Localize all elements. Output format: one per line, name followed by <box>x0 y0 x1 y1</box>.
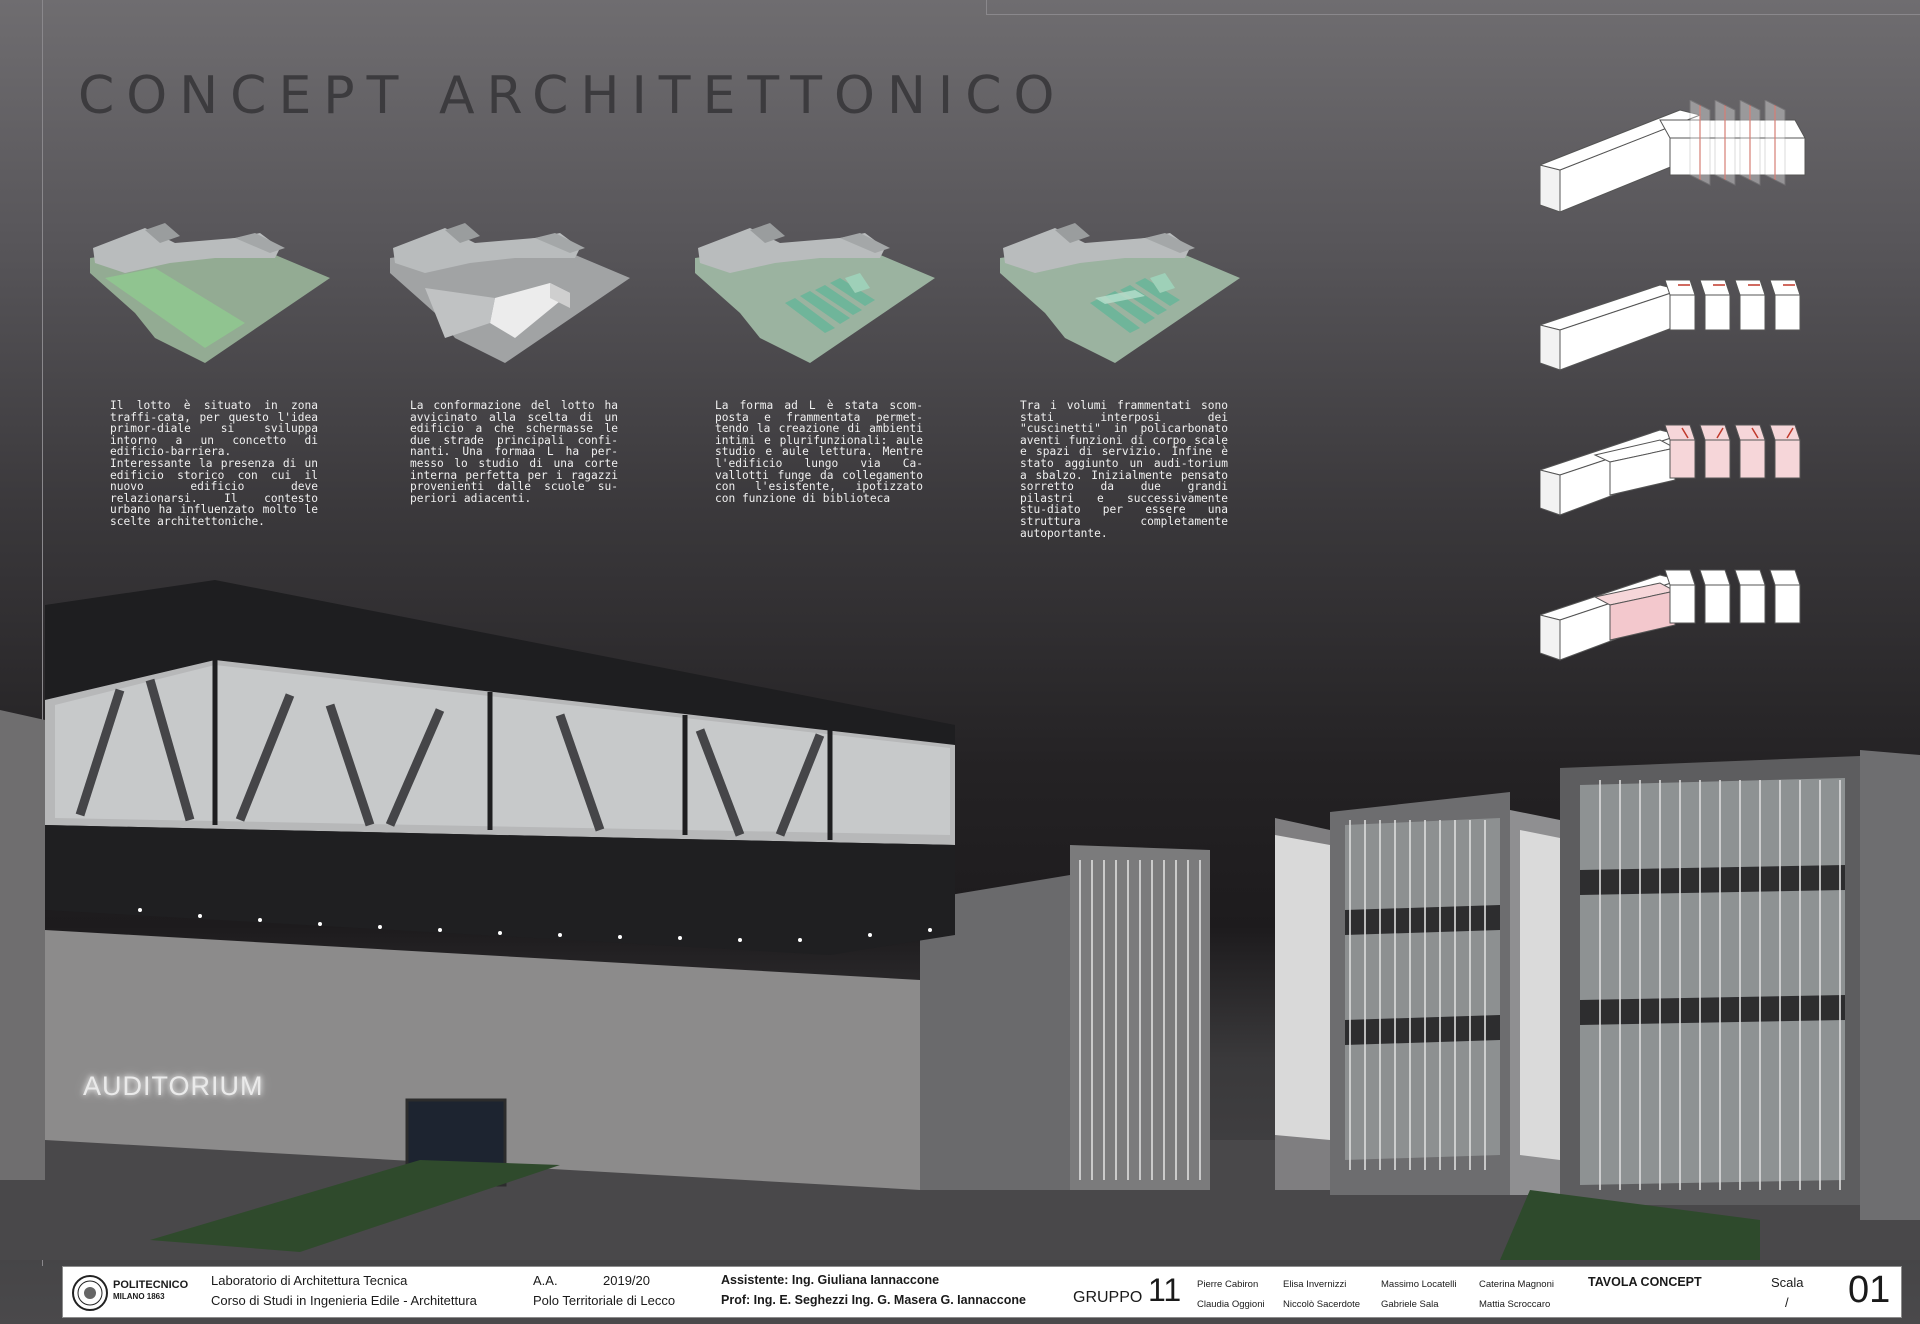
academic-year-label: A.A. <box>533 1273 558 1288</box>
student-name: Caterina Magnoni <box>1479 1279 1554 1290</box>
volume-diagram-1 <box>1540 100 1820 215</box>
site-axonometric-4 <box>995 218 1245 368</box>
group-label: GRUPPO <box>1073 1289 1143 1306</box>
concept-step-text-1: Il lotto è situato in zona traffi-cata, per questo l'idea primor-diale si sviluppa intorno a un concetto di edificio-barriera. Interessante la presenza di un edificio storico con cui il nuovo edificio deve relazionarsi. Il contesto urbano ha influenzato molto le scelte architettoniche. <box>110 399 318 528</box>
institution-sub: MILANO 1863 <box>113 1292 165 1301</box>
student-name: Mattia Scroccaro <box>1479 1299 1551 1310</box>
site-axonometric-2 <box>385 218 635 368</box>
scale-label: Scala <box>1771 1275 1804 1290</box>
student-name: Gabriele Sala <box>1381 1299 1439 1310</box>
student-name: Claudia Oggioni <box>1197 1299 1265 1310</box>
academic-year-value: 2019/20 <box>603 1273 650 1288</box>
student-name: Niccolò Sacerdote <box>1283 1299 1361 1310</box>
auditorium-sign: AUDITORIUM <box>83 1071 264 1101</box>
site-axonometric-1 <box>85 218 335 368</box>
institution-name: POLITECNICO <box>113 1279 189 1291</box>
student-name: Massimo Locatelli <box>1381 1279 1457 1290</box>
campus-name: Polo Territoriale di Lecco <box>533 1293 676 1308</box>
professors-names: Prof: Ing. E. Seghezzi Ing. G. Masera G. Iannaccone <box>721 1293 1026 1307</box>
sheet-title: TAVOLA CONCEPT <box>1588 1275 1702 1289</box>
group-number: 11 <box>1148 1272 1182 1308</box>
concept-step-text-3: La forma ad L è stata scom-posta e frammentata permet-tendo la creazione di ambienti intimi e plurifunzionali: aule studio e aule lettura. Mentre l'edificio lungo via Ca-vallotti funge da collegamento con l'esistente, ipotizzato con funzione di biblioteca <box>715 399 923 505</box>
volume-diagram-2 <box>1540 265 1820 380</box>
volume-diagram-3 <box>1540 410 1820 525</box>
assistant-name: Assistente: Ing. Giuliana Iannaccone <box>721 1273 940 1287</box>
concept-step-text-2: La conformazione del lotto ha avvicinato alla scelta di un edificio a che schermasse le due strade principali confi-nanti. Una formaa L ha per-messo lo studio di una corte interna perfetta per i ragazzi provenienti dalle scuole su-periori adiacenti. <box>410 399 618 505</box>
sheet-frame-line <box>986 0 987 14</box>
politecnico-seal-icon <box>71 1274 109 1312</box>
student-name: Elisa Invernizzi <box>1283 1279 1347 1290</box>
night-render <box>0 580 1920 1260</box>
course-subtitle: Corso di Studi in Ingenieria Edile - Architettura <box>211 1293 477 1308</box>
sheet-frame-line <box>986 14 1920 15</box>
course-title: Laboratorio di Architettura Tecnica <box>211 1273 408 1288</box>
concept-step-text-4: Tra i volumi frammentati sono stati interposi dei "cuscinetti" in policarbonato aventi funzioni di corpo scale e spazi di servizio. Infine è stato aggiunto un audi-torium a sbalzo. Inizialmente pensato sorretto da due grandi pilastri e successivamente stu-diato per essere una struttura completamente autoportante. <box>1020 399 1228 540</box>
student-name: Pierre Cabiron <box>1197 1279 1259 1290</box>
site-axonometric-3 <box>690 218 940 368</box>
scale-value: / <box>1785 1295 1789 1310</box>
title-block <box>62 1266 1902 1318</box>
sheet-number: 01 <box>1848 1269 1891 1311</box>
page-title: CONCEPT ARCHITETTONICO <box>78 66 1067 126</box>
